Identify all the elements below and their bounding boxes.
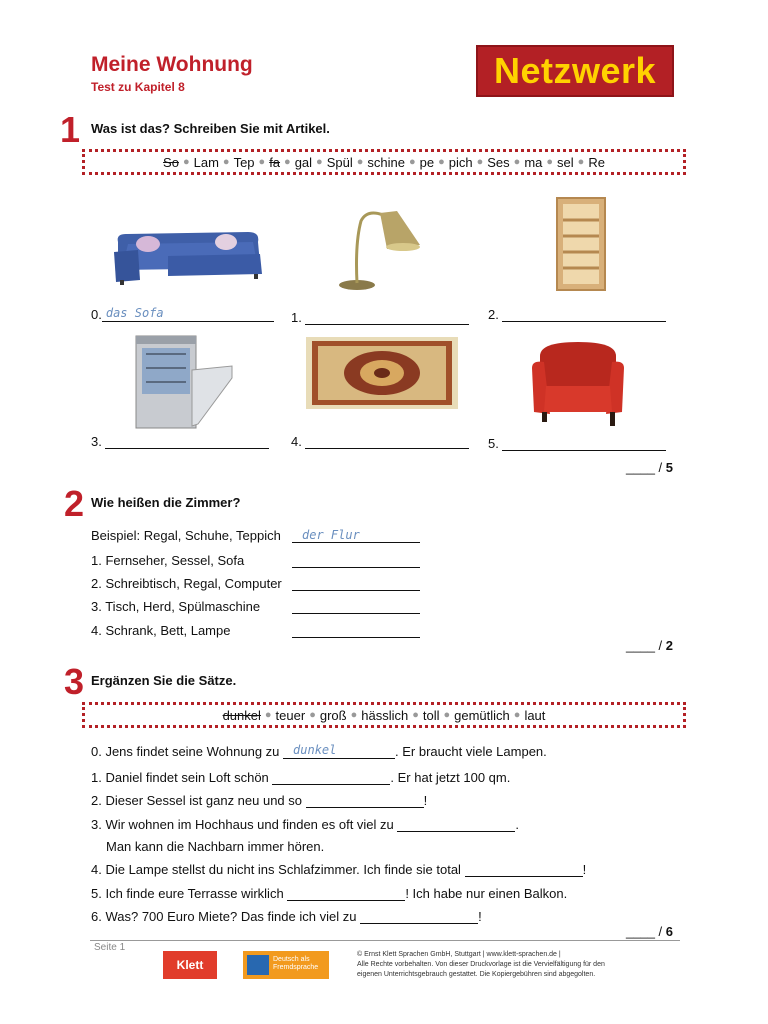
- room-item-1: 1. Fernseher, Sessel, Sofa: [91, 553, 245, 568]
- syllable: pe: [419, 154, 435, 170]
- syllable: sel: [557, 154, 574, 170]
- sentence-text: ! Ich habe nur einen Balkon.: [405, 886, 568, 901]
- item-3: [91, 434, 269, 449]
- sentence-text: 0. Jens findet seine Wohnung zu: [91, 744, 280, 759]
- syllable: fa: [269, 154, 281, 170]
- score-2: ____ / 2: [626, 638, 673, 653]
- score-total: 5: [665, 460, 673, 475]
- sentence-text: 6. Was? 700 Euro Miete? Das finde ich viel zu: [91, 909, 357, 924]
- daf-logo: [243, 951, 329, 979]
- answer-line[interactable]: [292, 553, 420, 568]
- item-1: [291, 310, 469, 325]
- sentence-text: !: [478, 909, 482, 924]
- lamp-icon: [325, 203, 425, 295]
- daf-line-2: Fremdsprache: [273, 964, 319, 971]
- word: dunkel: [222, 707, 261, 723]
- sentence-text: !: [582, 862, 587, 877]
- handwritten-answer: dunkel: [293, 743, 337, 757]
- score-blank[interactable]: ____: [626, 638, 655, 653]
- score-blank[interactable]: ____: [626, 924, 655, 939]
- page-number: Seite 1: [94, 942, 126, 953]
- rug-icon: [302, 335, 462, 411]
- section-1-heading: Was ist das? Schreiben Sie mit Artikel.: [91, 121, 330, 136]
- section-2-number: 2: [64, 483, 85, 524]
- copyright-line: © Ernst Klett Sprachen GmbH, Stuttgart | www.klett-sprachen.de |: [357, 951, 561, 958]
- room-item-3: 3. Tisch, Herd, Spülmaschine: [91, 599, 261, 614]
- sentence-text: .: [515, 817, 520, 832]
- answer-line[interactable]: [292, 623, 420, 638]
- syllable-box: So ● Lam ● Tep ● fa ● gal ● Spül ● schine ● pe ● pich ● Ses ● ma ● sel ● Re: [82, 149, 686, 175]
- klett-logo: [163, 951, 217, 979]
- item-number: 2.: [488, 307, 499, 322]
- sentence-6: [91, 909, 482, 924]
- sentence-0: [91, 744, 547, 759]
- shelf-icon: [555, 196, 607, 292]
- item-number: 0.: [91, 307, 102, 322]
- word: groß: [319, 707, 347, 723]
- sentence-text: 1. Daniel findet sein Loft schön: [91, 770, 269, 785]
- word: laut: [524, 707, 546, 723]
- daf-line-1: Deutsch als: [273, 956, 310, 963]
- sentence-text: !: [423, 793, 428, 808]
- answer-line[interactable]: [397, 818, 515, 832]
- answer-line[interactable]: [105, 435, 269, 449]
- room-item-4: 4. Schrank, Bett, Lampe: [91, 623, 231, 638]
- sentence-1: [91, 770, 510, 785]
- room-item-2: 2. Schreibtisch, Regal, Computer: [91, 576, 282, 591]
- example-answer-line: [292, 528, 420, 543]
- item-5: [488, 436, 666, 451]
- answer-line: [283, 745, 395, 759]
- syllable: gal: [294, 154, 313, 170]
- example-label: Beispiel: Regal, Schuhe, Teppich: [91, 528, 281, 543]
- answer-line[interactable]: [502, 437, 666, 451]
- answer-line[interactable]: [292, 576, 420, 591]
- syllable: Spül: [326, 154, 353, 170]
- logo-text: Netzwerk: [493, 50, 657, 91]
- score-total: 6: [665, 924, 673, 939]
- syllable: ma: [524, 154, 543, 170]
- section-2-heading: Wie heißen die Zimmer?: [91, 495, 241, 510]
- answer-line[interactable]: [305, 435, 469, 449]
- sentence-text: 5. Ich finde eure Terrasse wirklich: [91, 886, 284, 901]
- item-number: 1.: [291, 310, 302, 325]
- sentence-3: [91, 817, 519, 832]
- syllable: Tep: [233, 154, 255, 170]
- sentence-text: 3. Wir wohnen im Hochhaus und finden es oft viel zu: [91, 817, 394, 832]
- section-3-number: 3: [64, 661, 85, 702]
- word: teuer: [275, 707, 306, 723]
- answer-line[interactable]: [360, 910, 478, 924]
- answer-line[interactable]: [287, 887, 405, 901]
- score-1: ____ / 5: [626, 460, 673, 475]
- syllable: Lam: [193, 154, 219, 170]
- item-4: [291, 434, 469, 449]
- sentence-text: 2. Dieser Sessel ist ganz neu und so: [91, 793, 303, 808]
- syllable: pich: [448, 154, 473, 170]
- answer-line[interactable]: [306, 794, 424, 808]
- handwritten-answer: der Flur: [302, 528, 360, 542]
- dishwasher-icon: [132, 334, 236, 430]
- sentence-text: . Er braucht viele Lampen.: [395, 744, 547, 759]
- syllable: So: [163, 154, 179, 170]
- score-total: 2: [665, 638, 673, 653]
- answer-line[interactable]: [465, 863, 583, 877]
- sofa-icon: [108, 212, 273, 287]
- syllable: schine: [367, 154, 405, 170]
- answer-line[interactable]: [502, 308, 666, 322]
- word-box: dunkel ● teuer ● groß ● hässlich ● toll ● gemütlich ● laut: [82, 702, 686, 728]
- page-subtitle: Test zu Kapitel 8: [91, 80, 185, 94]
- answer-line[interactable]: [305, 311, 469, 325]
- copyright-line: Alle Rechte vorbehalten. Von dieser Druckvorlage ist die Vervielfältigung für den: [357, 961, 605, 968]
- netzwerk-logo: [476, 45, 674, 97]
- handwritten-answer: das Sofa: [105, 306, 164, 320]
- word: hässlich: [361, 707, 409, 723]
- word: toll: [422, 707, 440, 723]
- item-number: 4.: [291, 434, 302, 449]
- word: gemütlich: [454, 707, 510, 723]
- answer-line[interactable]: [102, 308, 274, 322]
- section-1-number: 1: [60, 109, 81, 150]
- klett-logo-text: Klett: [176, 958, 204, 972]
- sentence-5: [91, 886, 567, 901]
- item-2: [488, 307, 666, 322]
- answer-line[interactable]: [292, 599, 420, 614]
- sentence-3-continuation: Man kann die Nachbarn immer hören.: [106, 839, 325, 854]
- armchair-icon: [528, 338, 628, 430]
- item-number: 3.: [91, 434, 102, 449]
- item-number: 5.: [488, 436, 499, 451]
- section-3-heading: Ergänzen Sie die Sätze.: [91, 673, 237, 688]
- footer-divider: [90, 940, 680, 941]
- sentence-text: 4. Die Lampe stellst du nicht ins Schlafzimmer. Ich finde sie total: [91, 862, 461, 877]
- answer-line[interactable]: [272, 771, 390, 785]
- sentence-4: [91, 862, 586, 877]
- item-0: [91, 307, 274, 322]
- page-title: Meine Wohnung: [91, 53, 253, 76]
- score-3: ____ / 6: [626, 924, 673, 939]
- sentence-2: [91, 793, 427, 808]
- sentence-text: . Er hat jetzt 100 qm.: [390, 770, 511, 785]
- copyright-line: eigenen Unterrichtsgebrauch gestattet. Die Kopiergebühren sind abgegolten.: [357, 971, 596, 978]
- copyright: [357, 950, 617, 980]
- syllable: Ses: [487, 154, 510, 170]
- syllable: Re: [588, 154, 605, 170]
- score-blank[interactable]: ____: [626, 460, 655, 475]
